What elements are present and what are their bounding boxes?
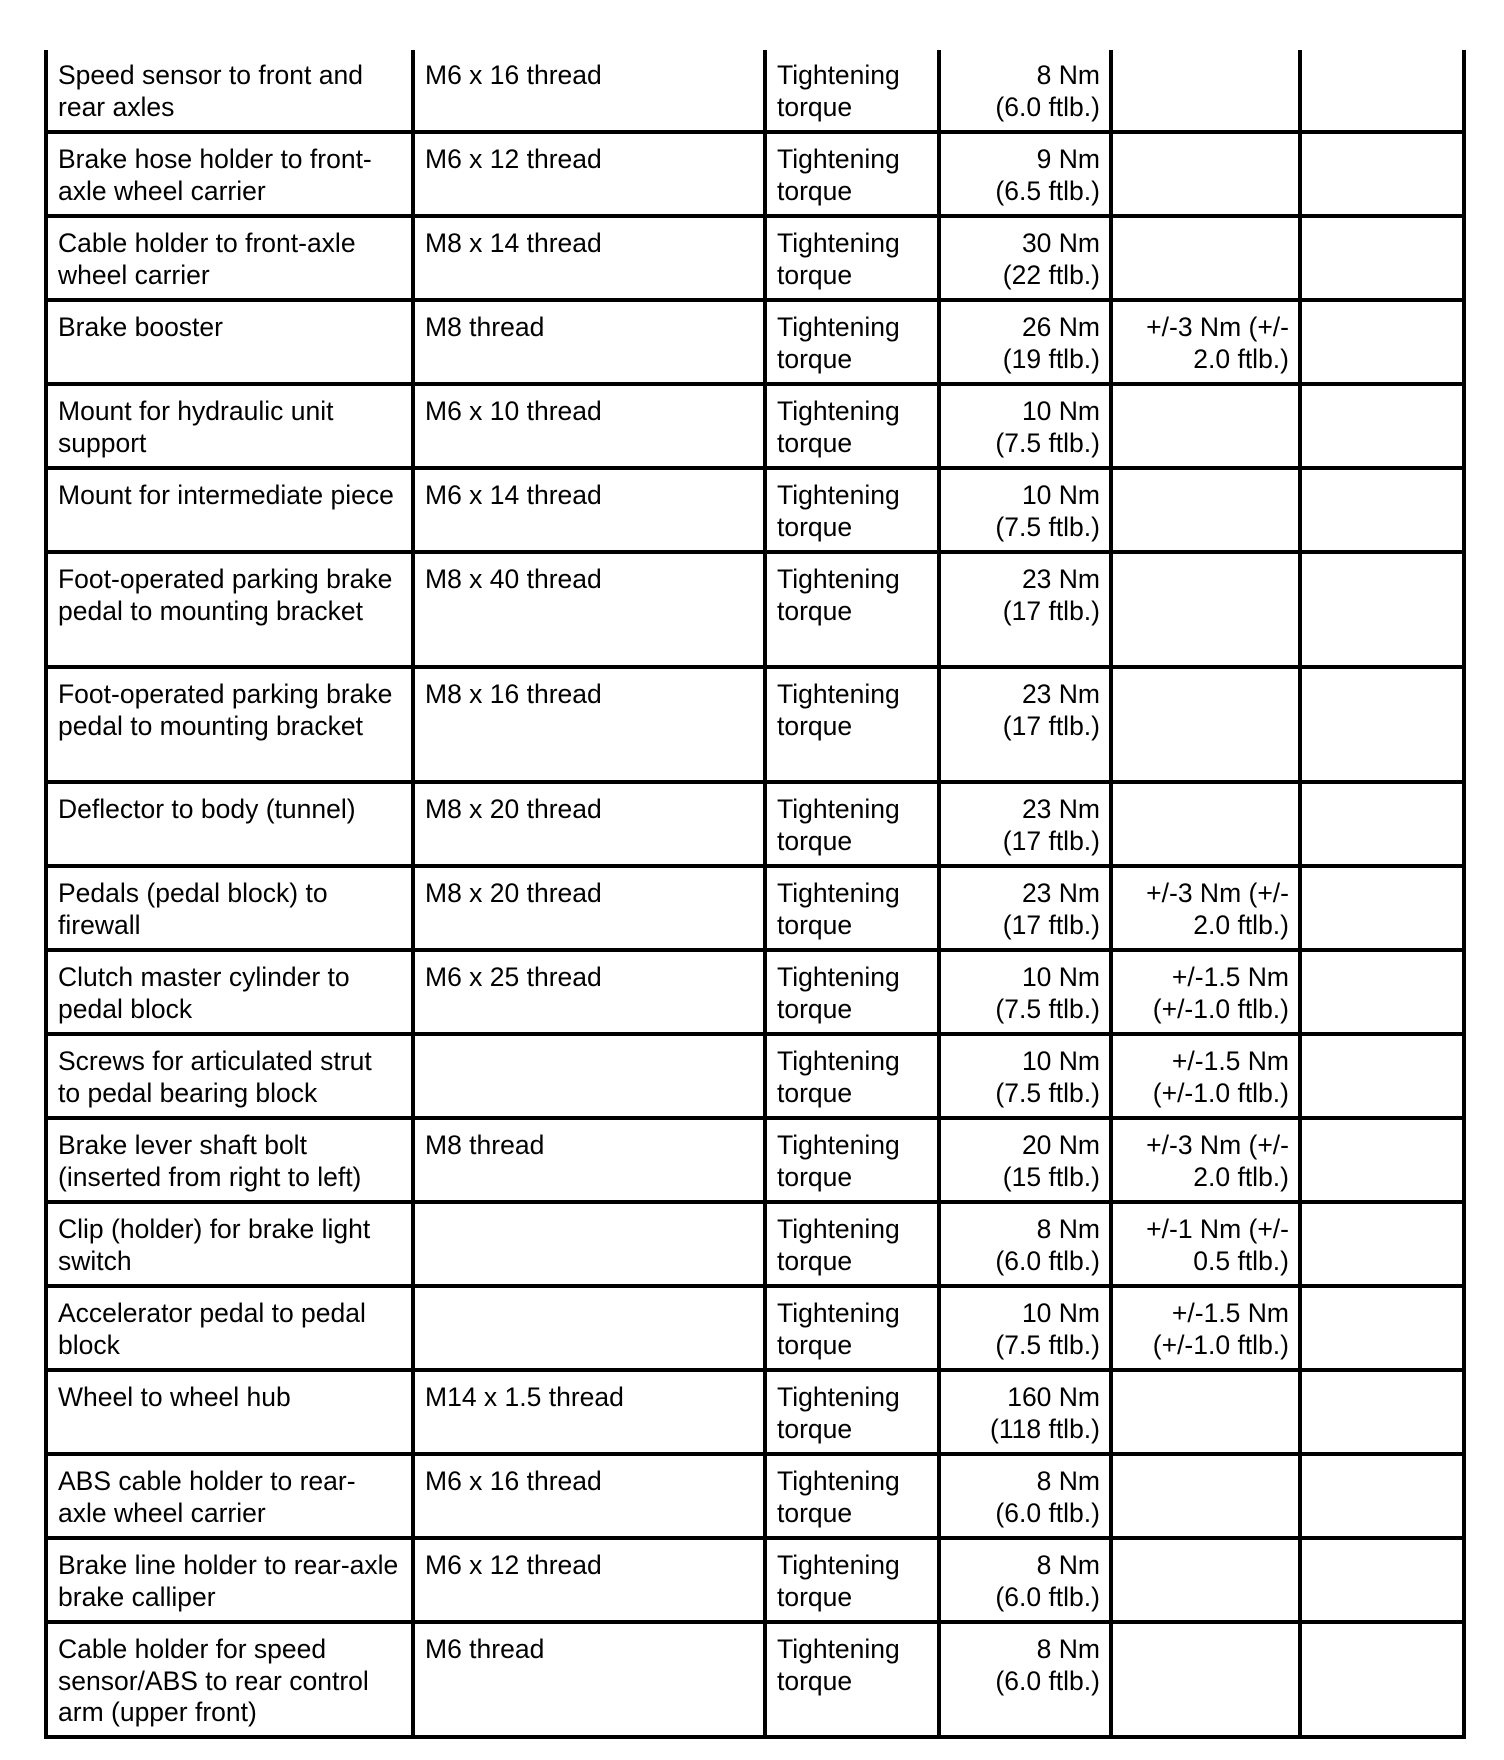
thread-cell: M8 thread	[413, 300, 765, 384]
thread-cell	[413, 1286, 765, 1370]
torque-value-line: (15 ftlb.)	[1002, 1161, 1100, 1192]
tolerance-cell	[1111, 667, 1300, 782]
notes-cell	[1300, 667, 1464, 782]
spec-type-line: torque	[777, 511, 853, 542]
spec-type-cell	[765, 132, 939, 216]
tolerance-cell	[1111, 1454, 1300, 1538]
thread-cell	[413, 1034, 765, 1118]
thread-cell: M8 x 16 thread	[413, 667, 765, 782]
spec-type-line: Tightening	[777, 794, 900, 824]
table-row	[46, 216, 1464, 300]
torque-value-line: 8 Nm	[1036, 1466, 1100, 1496]
table-row	[46, 1370, 1464, 1454]
torque-value-line: 10 Nm	[1021, 1046, 1100, 1076]
spec-type-cell	[765, 468, 939, 552]
spec-type-line: Tightening	[777, 878, 900, 908]
torque-value-cell	[939, 1370, 1111, 1454]
spec-type-line: Tightening	[777, 480, 900, 510]
notes-cell	[1300, 1202, 1464, 1286]
torque-value-line: (22 ftlb.)	[1002, 259, 1100, 290]
torque-value-line: (17 ftlb.)	[1002, 595, 1100, 626]
torque-value-line: 8 Nm	[1036, 1634, 1100, 1664]
torque-value-cell	[939, 384, 1111, 468]
spec-type-line: torque	[777, 1329, 853, 1360]
torque-value-line: 23 Nm	[1021, 679, 1100, 709]
table-row	[46, 950, 1464, 1034]
spec-type-line: Tightening	[777, 564, 900, 594]
spec-type-line: Tightening	[777, 1634, 900, 1664]
tolerance-cell	[1111, 300, 1300, 384]
torque-value-cell	[939, 132, 1111, 216]
component-cell: Brake booster	[46, 300, 413, 384]
spec-type-cell	[765, 1034, 939, 1118]
spec-type-cell	[765, 1118, 939, 1202]
torque-value-line: 8 Nm	[1036, 1550, 1100, 1580]
component-cell: Clutch master cylinder to pedal block	[46, 950, 413, 1034]
spec-type-line: torque	[777, 427, 853, 458]
spec-type-line: torque	[777, 825, 853, 856]
torque-value-line: (7.5 ftlb.)	[995, 1077, 1100, 1108]
tolerance-cell	[1111, 468, 1300, 552]
thread-cell: M6 x 25 thread	[413, 950, 765, 1034]
tolerance-cell	[1111, 1202, 1300, 1286]
spec-type-line: Tightening	[777, 1298, 900, 1328]
table-row	[46, 667, 1464, 782]
torque-spec-table-body	[46, 50, 1464, 1737]
tolerance-line: 2.0 ftlb.)	[1193, 343, 1289, 374]
table-row	[46, 1034, 1464, 1118]
torque-value-line: (6.0 ftlb.)	[995, 1581, 1100, 1612]
tolerance-line: +/-1.5 Nm	[1171, 1298, 1289, 1328]
torque-value-cell	[939, 866, 1111, 950]
torque-value-line: 23 Nm	[1021, 878, 1100, 908]
torque-value-cell	[939, 1538, 1111, 1622]
spec-type-line: torque	[777, 1497, 853, 1528]
torque-value-line: 10 Nm	[1021, 1298, 1100, 1328]
tolerance-cell	[1111, 552, 1300, 667]
torque-value-line: (6.0 ftlb.)	[995, 1245, 1100, 1276]
torque-value-line: 9 Nm	[1036, 144, 1100, 174]
component-cell: Wheel to wheel hub	[46, 1370, 413, 1454]
component-cell: Accelerator pedal to pedal block	[46, 1286, 413, 1370]
tolerance-cell	[1111, 1286, 1300, 1370]
spec-type-cell	[765, 1454, 939, 1538]
table-row	[46, 552, 1464, 667]
torque-value-cell	[939, 1622, 1111, 1737]
torque-value-line: 30 Nm	[1021, 228, 1100, 258]
torque-value-cell	[939, 216, 1111, 300]
table-row	[46, 1118, 1464, 1202]
component-cell: Speed sensor to front and rear axles	[46, 50, 413, 132]
component-cell: Cable holder to front-axle wheel carrier	[46, 216, 413, 300]
torque-spec-table	[44, 50, 1466, 1739]
component-cell: Foot-operated parking brake pedal to mounting bracket	[46, 667, 413, 782]
spec-type-cell	[765, 50, 939, 132]
torque-value-line: (7.5 ftlb.)	[995, 1329, 1100, 1360]
thread-cell: M8 x 40 thread	[413, 552, 765, 667]
spec-type-line: torque	[777, 595, 853, 626]
tolerance-line: 2.0 ftlb.)	[1193, 1161, 1289, 1192]
notes-cell	[1300, 1118, 1464, 1202]
component-cell: Mount for hydraulic unit support	[46, 384, 413, 468]
spec-type-cell	[765, 1538, 939, 1622]
torque-value-cell	[939, 950, 1111, 1034]
spec-type-line: Tightening	[777, 396, 900, 426]
torque-value-line: 23 Nm	[1021, 564, 1100, 594]
table-row	[46, 384, 1464, 468]
torque-value-line: 10 Nm	[1021, 480, 1100, 510]
torque-value-cell	[939, 300, 1111, 384]
torque-value-line: (6.0 ftlb.)	[995, 91, 1100, 122]
torque-value-line: 23 Nm	[1021, 794, 1100, 824]
spec-type-line: torque	[777, 91, 853, 122]
table-row	[46, 866, 1464, 950]
torque-value-line: (6.5 ftlb.)	[995, 175, 1100, 206]
spec-type-cell	[765, 1370, 939, 1454]
tolerance-line: 2.0 ftlb.)	[1193, 909, 1289, 940]
torque-value-cell	[939, 468, 1111, 552]
thread-cell: M6 x 16 thread	[413, 50, 765, 132]
spec-type-cell	[765, 782, 939, 866]
tolerance-line: (+/-1.0 ftlb.)	[1152, 993, 1289, 1024]
notes-cell	[1300, 1370, 1464, 1454]
spec-type-line: Tightening	[777, 1046, 900, 1076]
thread-cell: M6 x 14 thread	[413, 468, 765, 552]
spec-type-cell	[765, 1622, 939, 1737]
spec-type-line: Tightening	[777, 1130, 900, 1160]
torque-value-line: 26 Nm	[1021, 312, 1100, 342]
spec-type-line: torque	[777, 1413, 853, 1444]
component-cell: Clip (holder) for brake light switch	[46, 1202, 413, 1286]
table-row	[46, 1202, 1464, 1286]
spec-type-line: Tightening	[777, 1214, 900, 1244]
component-cell: Cable holder for speed sensor/ABS to rear control arm (upper front)	[46, 1622, 413, 1737]
spec-type-cell	[765, 1286, 939, 1370]
torque-value-line: (7.5 ftlb.)	[995, 511, 1100, 542]
thread-cell	[413, 1202, 765, 1286]
notes-cell	[1300, 132, 1464, 216]
tolerance-cell	[1111, 950, 1300, 1034]
thread-cell: M6 x 12 thread	[413, 132, 765, 216]
torque-value-line: 10 Nm	[1021, 396, 1100, 426]
notes-cell	[1300, 50, 1464, 132]
component-cell: ABS cable holder to rear-axle wheel carrier	[46, 1454, 413, 1538]
table-row	[46, 1286, 1464, 1370]
component-cell: Brake hose holder to front-axle wheel carrier	[46, 132, 413, 216]
notes-cell	[1300, 1538, 1464, 1622]
table-row	[46, 132, 1464, 216]
thread-cell: M8 x 20 thread	[413, 866, 765, 950]
spec-type-cell	[765, 384, 939, 468]
notes-cell	[1300, 1034, 1464, 1118]
torque-value-line: (6.0 ftlb.)	[995, 1665, 1100, 1696]
spec-type-line: torque	[777, 1581, 853, 1612]
spec-type-line: Tightening	[777, 1466, 900, 1496]
tolerance-cell	[1111, 1034, 1300, 1118]
torque-value-cell	[939, 1118, 1111, 1202]
spec-type-line: torque	[777, 175, 853, 206]
spec-type-cell	[765, 216, 939, 300]
spec-type-line: Tightening	[777, 962, 900, 992]
thread-cell: M8 x 20 thread	[413, 782, 765, 866]
torque-value-cell	[939, 1202, 1111, 1286]
notes-cell	[1300, 552, 1464, 667]
spec-type-line: torque	[777, 909, 853, 940]
thread-cell: M8 thread	[413, 1118, 765, 1202]
notes-cell	[1300, 1622, 1464, 1737]
tolerance-line: +/-3 Nm (+/-	[1146, 1130, 1289, 1160]
spec-type-line: torque	[777, 259, 853, 290]
table-row	[46, 468, 1464, 552]
spec-type-cell	[765, 866, 939, 950]
notes-cell	[1300, 866, 1464, 950]
torque-value-line: 8 Nm	[1036, 1214, 1100, 1244]
notes-cell	[1300, 216, 1464, 300]
tolerance-line: +/-3 Nm (+/-	[1146, 312, 1289, 342]
spec-type-cell	[765, 667, 939, 782]
thread-cell: M8 x 14 thread	[413, 216, 765, 300]
spec-type-line: torque	[777, 993, 853, 1024]
tolerance-cell	[1111, 132, 1300, 216]
tolerance-cell	[1111, 782, 1300, 866]
torque-value-cell	[939, 50, 1111, 132]
spec-type-line: Tightening	[777, 144, 900, 174]
tolerance-cell	[1111, 866, 1300, 950]
component-cell: Brake line holder to rear-axle brake calliper	[46, 1538, 413, 1622]
component-cell: Pedals (pedal block) to firewall	[46, 866, 413, 950]
tolerance-cell	[1111, 1622, 1300, 1737]
spec-type-line: Tightening	[777, 60, 900, 90]
spec-type-cell	[765, 1202, 939, 1286]
table-row	[46, 300, 1464, 384]
torque-value-line: (17 ftlb.)	[1002, 710, 1100, 741]
torque-value-cell	[939, 667, 1111, 782]
spec-type-line: Tightening	[777, 228, 900, 258]
spec-type-line: torque	[777, 1077, 853, 1108]
tolerance-cell	[1111, 384, 1300, 468]
torque-value-line: 8 Nm	[1036, 60, 1100, 90]
table-row	[46, 1454, 1464, 1538]
table-row	[46, 50, 1464, 132]
component-cell: Deflector to body (tunnel)	[46, 782, 413, 866]
torque-value-line: (19 ftlb.)	[1002, 343, 1100, 374]
table-row	[46, 782, 1464, 866]
spec-type-line: torque	[777, 1665, 853, 1696]
tolerance-line: +/-1 Nm (+/-	[1146, 1214, 1289, 1244]
torque-value-line: (7.5 ftlb.)	[995, 427, 1100, 458]
spec-type-cell	[765, 300, 939, 384]
torque-value-line: 10 Nm	[1021, 962, 1100, 992]
spec-type-cell	[765, 950, 939, 1034]
torque-value-line: (7.5 ftlb.)	[995, 993, 1100, 1024]
notes-cell	[1300, 950, 1464, 1034]
thread-cell: M6 x 10 thread	[413, 384, 765, 468]
notes-cell	[1300, 300, 1464, 384]
torque-value-cell	[939, 782, 1111, 866]
tolerance-line: +/-3 Nm (+/-	[1146, 878, 1289, 908]
torque-value-cell	[939, 1034, 1111, 1118]
spec-type-line: Tightening	[777, 312, 900, 342]
torque-value-line: 20 Nm	[1021, 1130, 1100, 1160]
torque-value-cell	[939, 552, 1111, 667]
notes-cell	[1300, 384, 1464, 468]
tolerance-line: +/-1.5 Nm	[1171, 1046, 1289, 1076]
spec-type-line: Tightening	[777, 1550, 900, 1580]
thread-cell: M6 x 12 thread	[413, 1538, 765, 1622]
tolerance-cell	[1111, 50, 1300, 132]
torque-value-cell	[939, 1454, 1111, 1538]
tolerance-line: (+/-1.0 ftlb.)	[1152, 1329, 1289, 1360]
tolerance-line: 0.5 ftlb.)	[1193, 1245, 1289, 1276]
component-cell: Screws for articulated strut to pedal bearing block	[46, 1034, 413, 1118]
tolerance-line: (+/-1.0 ftlb.)	[1152, 1077, 1289, 1108]
component-cell: Mount for intermediate piece	[46, 468, 413, 552]
tolerance-cell	[1111, 1118, 1300, 1202]
torque-value-line: (17 ftlb.)	[1002, 909, 1100, 940]
tolerance-cell	[1111, 1538, 1300, 1622]
spec-type-cell	[765, 552, 939, 667]
thread-cell: M14 x 1.5 thread	[413, 1370, 765, 1454]
component-cell: Brake lever shaft bolt (inserted from right to left)	[46, 1118, 413, 1202]
notes-cell	[1300, 1454, 1464, 1538]
tolerance-cell	[1111, 1370, 1300, 1454]
notes-cell	[1300, 468, 1464, 552]
spec-type-line: torque	[777, 1245, 853, 1276]
spec-type-line: torque	[777, 343, 853, 374]
torque-value-line: (6.0 ftlb.)	[995, 1497, 1100, 1528]
torque-value-line: (118 ftlb.)	[990, 1413, 1100, 1444]
notes-cell	[1300, 782, 1464, 866]
component-cell: Foot-operated parking brake pedal to mounting bracket	[46, 552, 413, 667]
notes-cell	[1300, 1286, 1464, 1370]
tolerance-line: +/-1.5 Nm	[1171, 962, 1289, 992]
spec-type-line: torque	[777, 1161, 853, 1192]
torque-value-line: 160 Nm	[1007, 1382, 1100, 1412]
thread-cell: M6 thread	[413, 1622, 765, 1737]
tolerance-cell	[1111, 216, 1300, 300]
torque-value-line: (17 ftlb.)	[1002, 825, 1100, 856]
table-row	[46, 1622, 1464, 1737]
table-row	[46, 1538, 1464, 1622]
spec-type-line: Tightening	[777, 1382, 900, 1412]
spec-type-line: Tightening	[777, 679, 900, 709]
torque-value-cell	[939, 1286, 1111, 1370]
spec-type-line: torque	[777, 710, 853, 741]
thread-cell: M6 x 16 thread	[413, 1454, 765, 1538]
